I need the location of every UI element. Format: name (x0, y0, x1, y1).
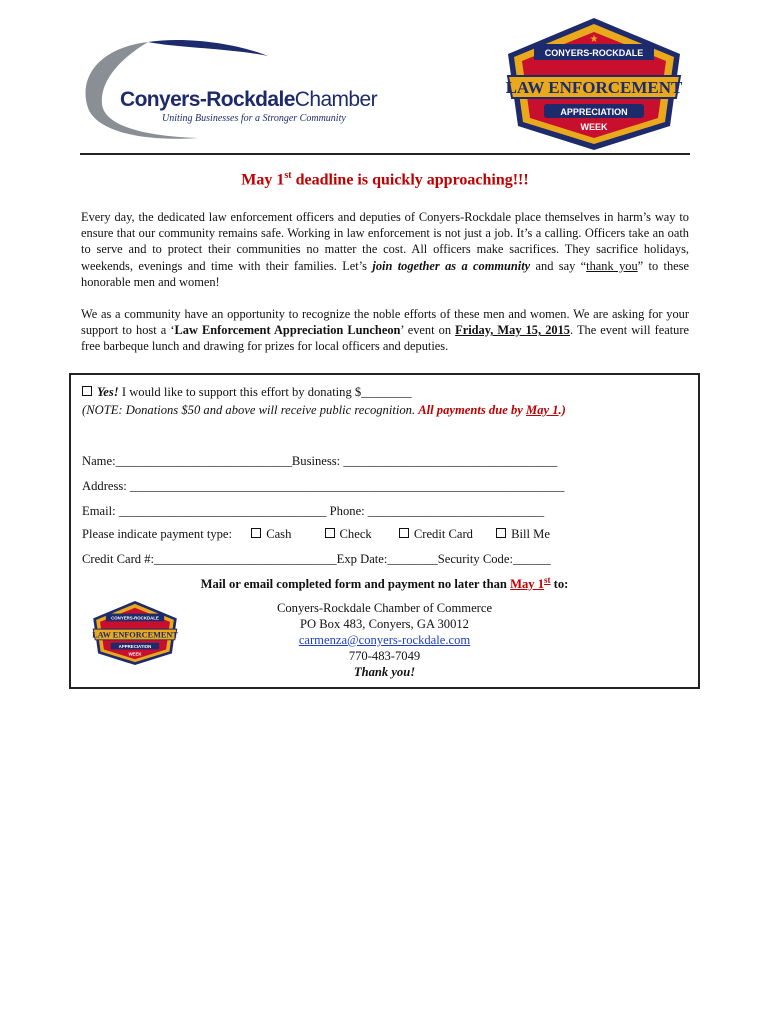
letterhead (0, 0, 770, 160)
badge-sub1-text: APPRECIATION (560, 107, 628, 117)
pay-bill-option[interactable]: Bill Me (496, 527, 550, 541)
donation-form (69, 373, 700, 689)
yes-checkbox[interactable] (82, 386, 92, 396)
svg-text:CONYERS-ROCKDALE: CONYERS-ROCKDALE (111, 615, 159, 621)
header-divider (80, 153, 690, 155)
org-phone: 770-483-7049 (348, 649, 421, 663)
org-address: PO Box 483, Conyers, GA 30012 (300, 617, 469, 631)
credit-card-field[interactable]: Credit Card #:_____________________________Exp Date:________Security Code:______ (82, 552, 551, 566)
chamber-tagline: Uniting Businesses for a Stronger Community (162, 113, 346, 124)
intro-paragraph: Every day, the dedicated law enforcement officers and deputies of Conyers-Rockdale place themselves in harm’s way to ensure that our community remains safe. Working in law enforcement is not just a job. It’s a calling. Officers take an oath to serve and to protect their communities no matter the cost. All officers make sacrifices. They sacrifice holidays, weekends, evenings and time with their families. Let’s join together as a community and say “thank you” to these honorable men and women! (81, 210, 689, 289)
svg-text:WEEK: WEEK (128, 651, 142, 657)
badge-main-text: LAW ENFORCEMENT (505, 78, 683, 97)
address-field[interactable]: Address: _____________________________________________________________________ (82, 479, 565, 493)
svg-text:APPRECIATION: APPRECIATION (118, 644, 152, 650)
payment-type-row: Please indicate payment type: Cash Check Credit Card Bill Me (82, 527, 550, 541)
mail-instruction: Mail or email completed form and payment no later than May 1st to: (200, 575, 569, 592)
email-link[interactable]: carmenza@conyers-rockdale.com (298, 633, 471, 647)
donation-row: Yes! I would like to support this effort by donating $________ (82, 385, 412, 400)
pay-cash-option[interactable]: Cash (251, 527, 291, 541)
check-checkbox[interactable] (325, 528, 335, 538)
event-paragraph: We as a community have an opportunity to recognize the noble efforts of these men and women. We are asking for your support to host a ‘Law Enforcement Appreciation Luncheon’ event on Friday, May 15, 2015. The event will feature free barbeque lunch and drawing for prizes for local officers and deputies. (81, 307, 689, 354)
star-icon: ★ (589, 34, 599, 45)
small-badge (86, 599, 184, 667)
page-title: May 1st deadline is quickly approaching!!! (241, 170, 529, 189)
name-business-field[interactable]: Name:____________________________Business: __________________________________ (82, 454, 558, 468)
donation-note: (NOTE: Donations $50 and above will receive public recognition. All payments due by May 1.) (82, 403, 566, 417)
svg-text:LAW ENFORCEMENT: LAW ENFORCEMENT (92, 630, 178, 640)
bill-me-checkbox[interactable] (496, 528, 506, 538)
pay-check-option[interactable]: Check (325, 527, 372, 541)
chamber-name: Conyers-RockdaleChamber (120, 88, 377, 111)
badge-top-text: CONYERS-ROCKDALE (544, 48, 644, 58)
chamber-logo (78, 38, 377, 148)
badge-sub2-text: WEEK (580, 122, 608, 132)
credit-card-checkbox[interactable] (399, 528, 409, 538)
cash-checkbox[interactable] (251, 528, 261, 538)
pay-credit-option[interactable]: Credit Card (399, 527, 473, 541)
law-enforcement-week-badge (494, 14, 694, 154)
email-phone-field[interactable]: Email: _________________________________ Phone: ____________________________ (82, 504, 545, 518)
thank-you: Thank you! (353, 665, 416, 679)
org-name: Conyers-Rockdale Chamber of Commerce (276, 601, 493, 615)
